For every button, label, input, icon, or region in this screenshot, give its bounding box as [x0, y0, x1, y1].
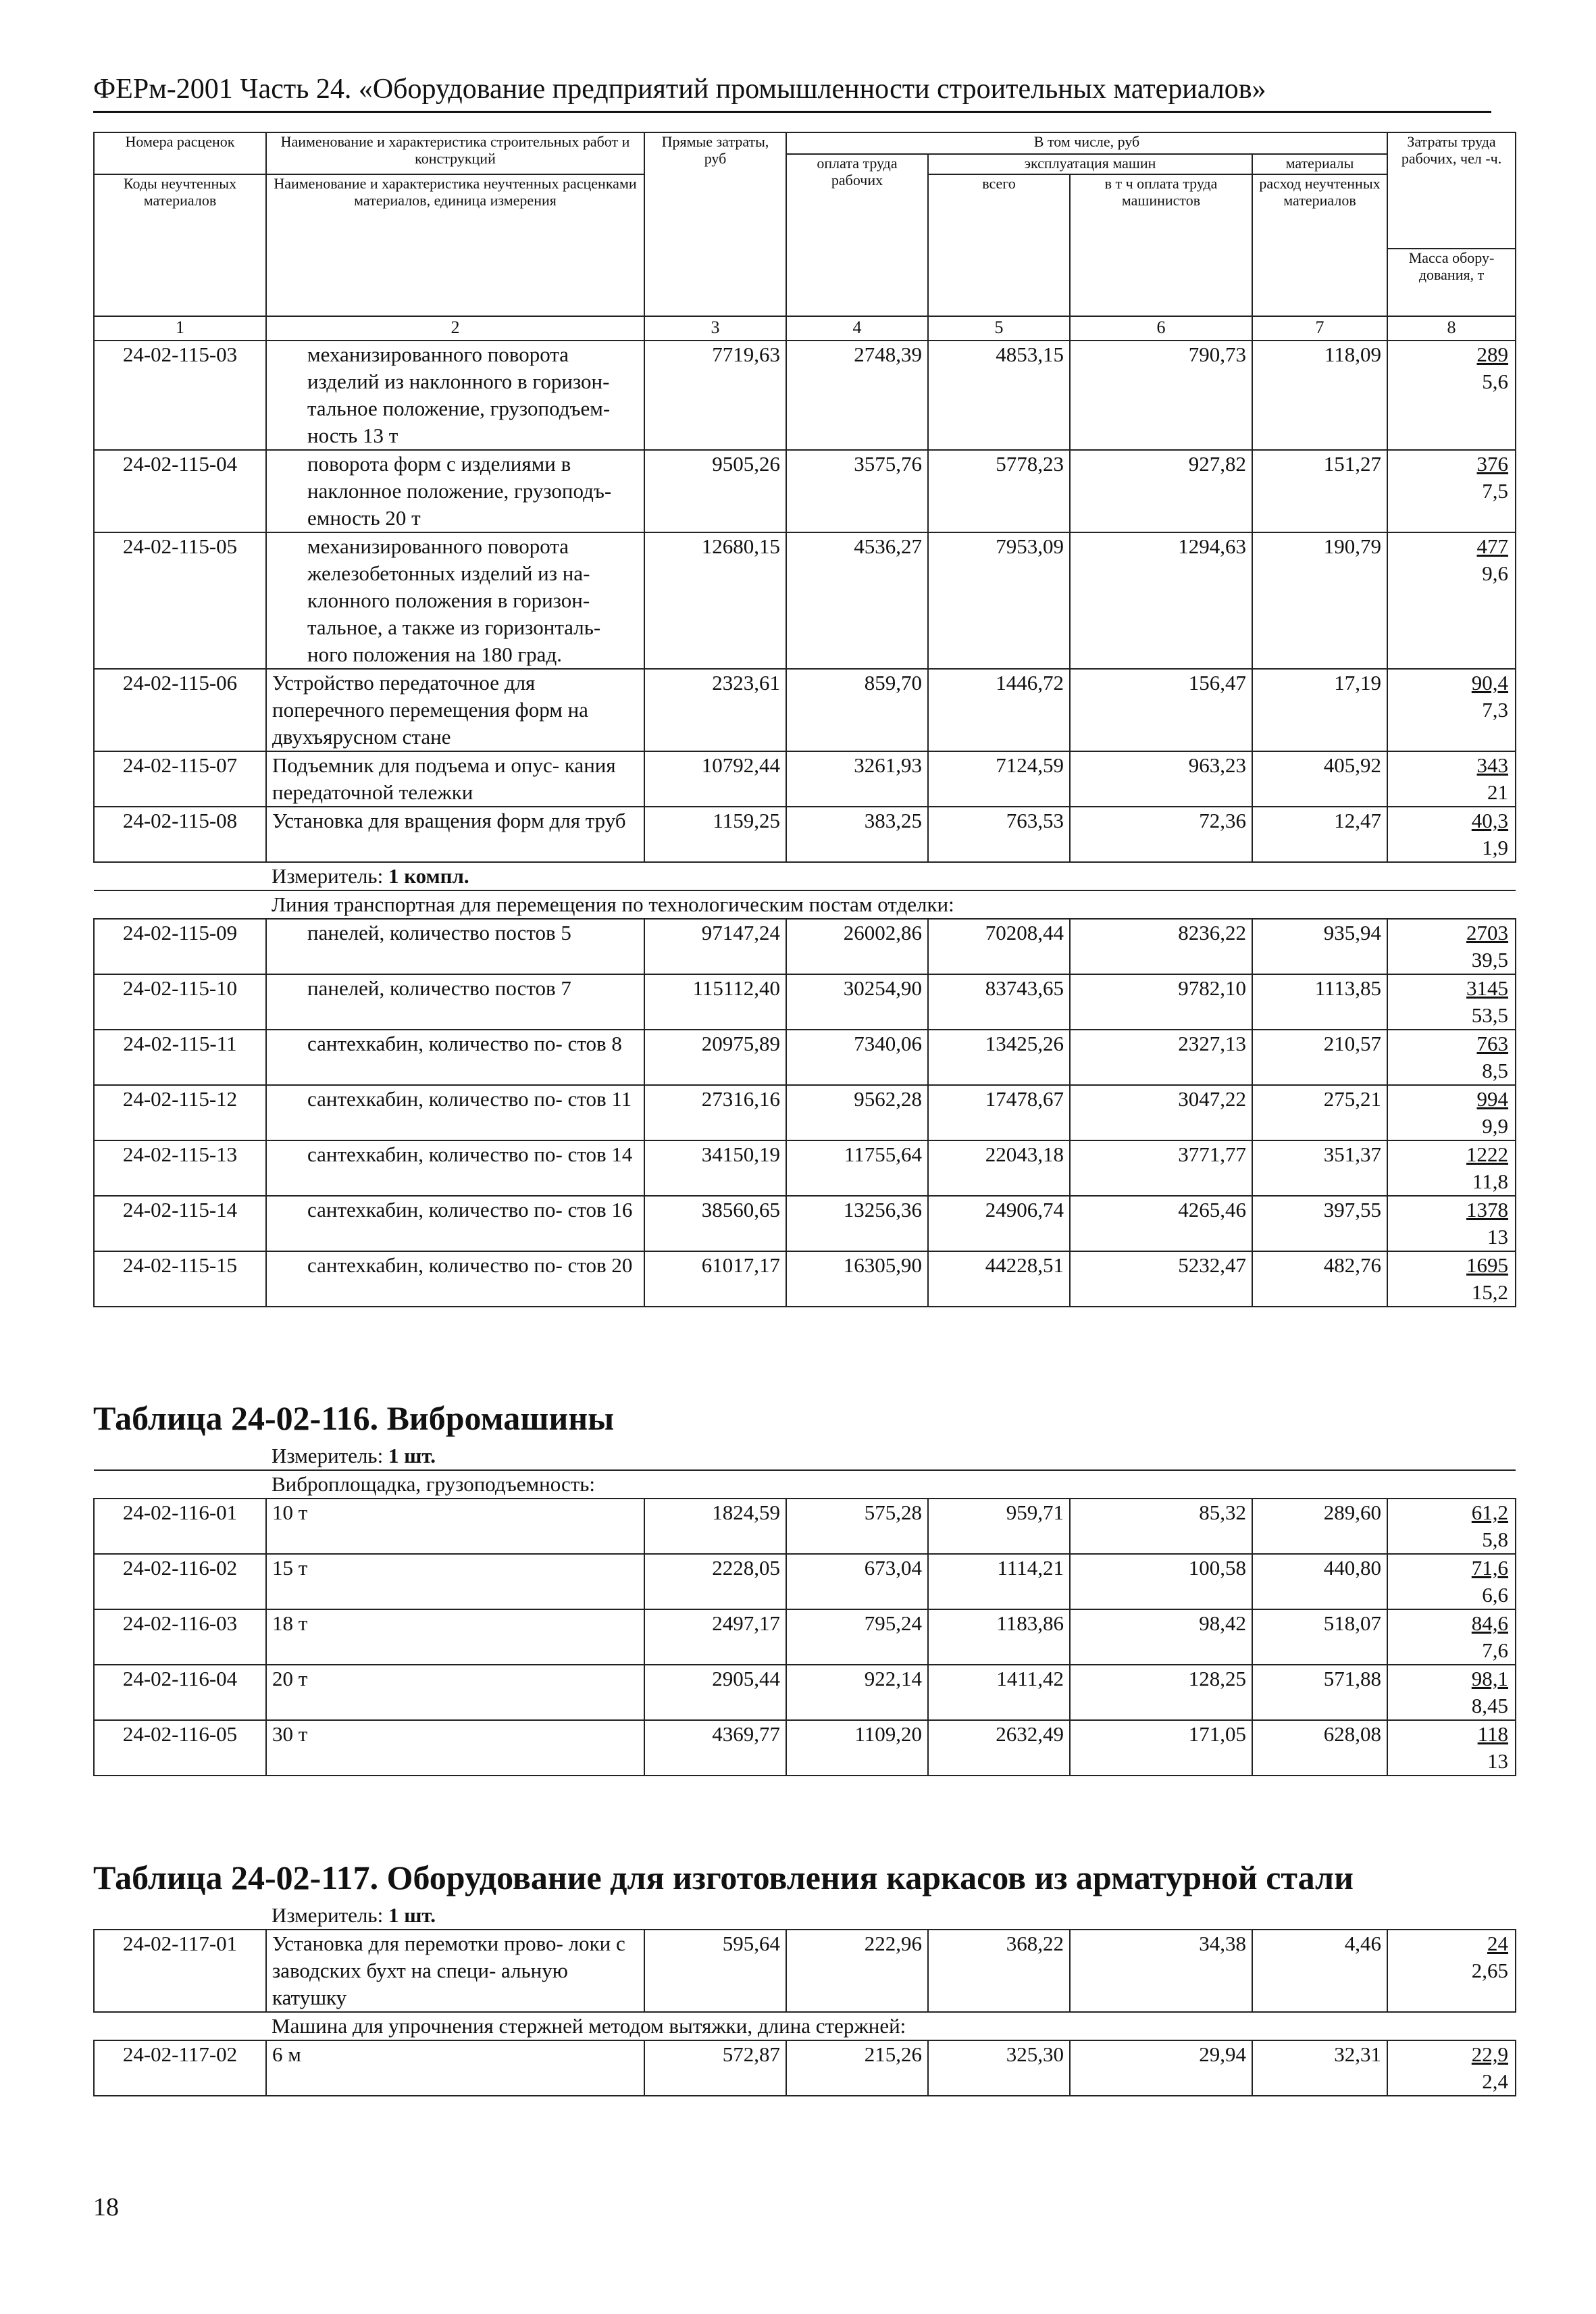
direct-cost: 572,87: [644, 2040, 786, 2096]
table-title-117: Таблица 24-02-117. Оборудование для изготовления каркасов из арматурной стали: [93, 1859, 1354, 1896]
direct-cost: 1159,25: [644, 807, 786, 862]
labor-mass: [1387, 751, 1516, 807]
group-heading: Машина для упрочнения стержней методом вытяжки, длина стержней:: [266, 2012, 1516, 2040]
table-row: [94, 1554, 1516, 1609]
labor-pay: 215,26: [786, 2040, 928, 2096]
rate-name: 6 м: [266, 2040, 644, 2096]
equipment-mass: 8,5: [1482, 1059, 1509, 1082]
equipment-mass: 2,4: [1482, 2069, 1509, 2093]
machines-total: 2632,49: [928, 1720, 1070, 1776]
direct-cost: 27316,16: [644, 1085, 786, 1140]
machinist-pay: 98,42: [1070, 1609, 1252, 1665]
col-number: 3: [644, 316, 786, 341]
table-row: [94, 450, 1516, 532]
rate-code: 24-02-116-02: [94, 1554, 266, 1609]
labor-pay: 859,70: [786, 669, 928, 751]
group-heading: Виброплощадка, грузоподъемность:: [266, 1470, 1516, 1499]
measure-value: 1 компл.: [388, 864, 469, 888]
equipment-mass: 9,6: [1482, 561, 1509, 585]
labor-mass: [1387, 1609, 1516, 1665]
materials-cost: 405,92: [1252, 751, 1387, 807]
machines-total: 1446,72: [928, 669, 1070, 751]
note-spacer: [94, 1902, 266, 1930]
machines-total: 325,30: [928, 2040, 1070, 2096]
col-direct: Прямые затраты, руб: [644, 132, 786, 316]
labor-pay: 11755,64: [786, 1140, 928, 1196]
rate-name: механизированного поворота изделий из наклонного в горизон- тальное положение, грузоподъем- ность 13 т: [266, 341, 644, 450]
direct-cost: 61017,17: [644, 1251, 786, 1307]
machines-total: 4853,15: [928, 341, 1070, 450]
measure-unit: [266, 862, 1516, 890]
machinist-pay: 8236,22: [1070, 919, 1252, 974]
equipment-mass: 9,9: [1482, 1114, 1509, 1138]
machines-total: 763,53: [928, 807, 1070, 862]
col-machines: эксплуатация машин: [928, 154, 1252, 174]
materials-cost: 935,94: [1252, 919, 1387, 974]
materials-cost: 190,79: [1252, 532, 1387, 669]
col-labor-top: Затраты труда рабочих, чел -ч.: [1387, 132, 1516, 249]
labor-mass: [1387, 1720, 1516, 1776]
labor-mass: [1387, 1085, 1516, 1140]
materials-cost: 118,09: [1252, 341, 1387, 450]
labor-hours: 61,2: [1471, 1501, 1509, 1524]
labor-mass: [1387, 1251, 1516, 1307]
col-including: В том числе, руб: [786, 132, 1387, 154]
col-name-bottom: Наименование и характеристика неучтенных расценками материалов, единица измерения: [266, 174, 644, 316]
rate-name: 15 т: [266, 1554, 644, 1609]
col-materials: материалы: [1252, 154, 1387, 174]
rate-name: 20 т: [266, 1665, 644, 1720]
labor-pay: 383,25: [786, 807, 928, 862]
col-number: 2: [266, 316, 644, 341]
materials-cost: 518,07: [1252, 1609, 1387, 1665]
materials-cost: 1113,85: [1252, 974, 1387, 1030]
labor-hours: 3145: [1466, 976, 1509, 1000]
equipment-mass: 15,2: [1471, 1280, 1509, 1304]
equipment-mass: 6,6: [1482, 1583, 1509, 1607]
col-code-bottom: Коды неучтенных материалов: [94, 174, 266, 316]
equipment-mass: 53,5: [1471, 1003, 1509, 1027]
rate-code: 24-02-116-04: [94, 1665, 266, 1720]
machinist-pay: 3771,77: [1070, 1140, 1252, 1196]
direct-cost: 7719,63: [644, 341, 786, 450]
table-row: [94, 807, 1516, 862]
direct-cost: 38560,65: [644, 1196, 786, 1251]
machinist-pay: 963,23: [1070, 751, 1252, 807]
labor-pay: 9562,28: [786, 1085, 928, 1140]
labor-pay: 1109,20: [786, 1720, 928, 1776]
equipment-mass: 11,8: [1472, 1169, 1509, 1193]
labor-pay: 3575,76: [786, 450, 928, 532]
rate-code: 24-02-115-12: [94, 1085, 266, 1140]
labor-mass: [1387, 1554, 1516, 1609]
rate-code: 24-02-115-09: [94, 919, 266, 974]
labor-hours: 994: [1476, 1087, 1509, 1111]
machinist-pay: 9782,10: [1070, 974, 1252, 1030]
rate-code: 24-02-115-08: [94, 807, 266, 862]
rate-code: 24-02-115-15: [94, 1251, 266, 1307]
labor-mass: [1387, 1196, 1516, 1251]
machines-total: 7953,09: [928, 532, 1070, 669]
frames-table: [93, 1902, 1516, 2096]
note-spacer: [94, 1442, 266, 1470]
rate-name: 10 т: [266, 1499, 644, 1554]
direct-cost: 2497,17: [644, 1609, 786, 1665]
rate-code: 24-02-115-04: [94, 450, 266, 532]
group-spacer: [94, 1470, 266, 1499]
table-row: [94, 1140, 1516, 1196]
materials-cost: 397,55: [1252, 1196, 1387, 1251]
col-materials-sub: расход неучтенных материалов: [1252, 174, 1387, 316]
equipment-mass: 1,9: [1482, 836, 1509, 859]
measure-label: Измеритель:: [272, 1444, 388, 1467]
table-row: [94, 919, 1516, 974]
machines-total: 70208,44: [928, 919, 1070, 974]
materials-cost: 440,80: [1252, 1554, 1387, 1609]
rate-name: сантехкабин, количество по- стов 20: [266, 1251, 644, 1307]
table-row: [94, 1665, 1516, 1720]
header-rule: [93, 111, 1491, 113]
rate-name: 30 т: [266, 1720, 644, 1776]
labor-hours: 2703: [1466, 921, 1509, 945]
rate-code: 24-02-115-03: [94, 341, 266, 450]
labor-pay: 30254,90: [786, 974, 928, 1030]
direct-cost: 34150,19: [644, 1140, 786, 1196]
table-row: [94, 1085, 1516, 1140]
machines-total: 44228,51: [928, 1251, 1070, 1307]
labor-hours: 1378: [1466, 1198, 1509, 1222]
rate-code: 24-02-117-02: [94, 2040, 266, 2096]
rate-code: 24-02-115-10: [94, 974, 266, 1030]
rate-name: панелей, количество постов 5: [266, 919, 644, 974]
direct-cost: 2905,44: [644, 1665, 786, 1720]
table-row: [94, 669, 1516, 751]
rate-name: Установка для вращения форм для труб: [266, 807, 644, 862]
labor-hours: 24: [1487, 1932, 1509, 1955]
equipment-mass: 13: [1487, 1225, 1509, 1249]
direct-cost: 1824,59: [644, 1499, 786, 1554]
labor-mass: [1387, 919, 1516, 974]
materials-cost: 151,27: [1252, 450, 1387, 532]
machinist-pay: 128,25: [1070, 1665, 1252, 1720]
materials-cost: 351,37: [1252, 1140, 1387, 1196]
rate-code: 24-02-115-06: [94, 669, 266, 751]
equipment-mass: 7,5: [1482, 479, 1509, 503]
group-spacer: [94, 2012, 266, 2040]
labor-pay: 13256,36: [786, 1196, 928, 1251]
vibromachines-table: [93, 1442, 1516, 1776]
rate-code: 24-02-115-11: [94, 1030, 266, 1085]
labor-pay: 7340,06: [786, 1030, 928, 1085]
rate-name: сантехкабин, количество по- стов 8: [266, 1030, 644, 1085]
labor-hours: 90,4: [1471, 671, 1509, 695]
rate-name: панелей, количество постов 7: [266, 974, 644, 1030]
machinist-pay: 29,94: [1070, 2040, 1252, 2096]
equipment-mass: 7,3: [1482, 698, 1509, 722]
table-row: [94, 1030, 1516, 1085]
direct-cost: 20975,89: [644, 1030, 786, 1085]
table-row: [94, 1609, 1516, 1665]
labor-hours: 40,3: [1471, 809, 1509, 832]
col-number: 4: [786, 316, 928, 341]
labor-pay: 16305,90: [786, 1251, 928, 1307]
materials-cost: 12,47: [1252, 807, 1387, 862]
labor-pay: 26002,86: [786, 919, 928, 974]
rate-code: 24-02-116-01: [94, 1499, 266, 1554]
machinist-pay: 3047,22: [1070, 1085, 1252, 1140]
machinist-pay: 100,58: [1070, 1554, 1252, 1609]
col-code-top: Номера расценок: [94, 132, 266, 174]
labor-pay: 3261,93: [786, 751, 928, 807]
table-row: [94, 1930, 1516, 2012]
table-row: [94, 2040, 1516, 2096]
labor-hours: 84,6: [1471, 1611, 1509, 1635]
direct-cost: 2228,05: [644, 1554, 786, 1609]
equipment-mass: 21: [1487, 780, 1509, 804]
machinist-pay: 5232,47: [1070, 1251, 1252, 1307]
machinist-pay: 4265,46: [1070, 1196, 1252, 1251]
labor-hours: 376: [1476, 452, 1509, 476]
labor-hours: 1222: [1466, 1142, 1509, 1166]
table-row: [94, 1196, 1516, 1251]
col-machines-total: всего: [928, 174, 1070, 316]
labor-hours: 1695: [1466, 1253, 1509, 1277]
rate-code: 24-02-116-03: [94, 1609, 266, 1665]
col-number: 8: [1387, 316, 1516, 341]
direct-cost: 97147,24: [644, 919, 786, 974]
col-number: 1: [94, 316, 266, 341]
labor-pay: 222,96: [786, 1930, 928, 2012]
labor-mass: [1387, 1665, 1516, 1720]
measure-label: Измеритель:: [272, 1903, 388, 1927]
materials-cost: 571,88: [1252, 1665, 1387, 1720]
machines-total: 1411,42: [928, 1665, 1070, 1720]
direct-cost: 115112,40: [644, 974, 786, 1030]
rate-name: сантехкабин, количество по- стов 11: [266, 1085, 644, 1140]
col-number: 6: [1070, 316, 1252, 341]
labor-mass: [1387, 1499, 1516, 1554]
machinist-pay: 2327,13: [1070, 1030, 1252, 1085]
machinist-pay: 790,73: [1070, 341, 1252, 450]
materials-cost: 482,76: [1252, 1251, 1387, 1307]
labor-hours: 118: [1477, 1722, 1509, 1746]
rate-name: Устройство передаточное для поперечного перемещения форм на двухъярусном стане: [266, 669, 644, 751]
labor-mass: [1387, 450, 1516, 532]
col-number: 5: [928, 316, 1070, 341]
machines-total: 959,71: [928, 1499, 1070, 1554]
labor-pay: 2748,39: [786, 341, 928, 450]
rate-name: Установка для перемотки прово- локи с заводских бухт на специ- альную катушку: [266, 1930, 644, 2012]
table-title-116: Таблица 24-02-116. Вибромашины: [93, 1399, 615, 1437]
equipment-mass: 13: [1487, 1749, 1509, 1773]
rate-code: 24-02-115-07: [94, 751, 266, 807]
machinist-pay: 34,38: [1070, 1930, 1252, 2012]
machinist-pay: 85,32: [1070, 1499, 1252, 1554]
labor-pay: 922,14: [786, 1665, 928, 1720]
page-header: ФЕРм-2001 Часть 24. «Оборудование предприятий промышленности строительных материалов»: [93, 74, 1266, 105]
rate-code: 24-02-115-05: [94, 532, 266, 669]
equipment-mass: 8,45: [1471, 1694, 1509, 1717]
measure-value: 1 шт.: [388, 1444, 436, 1467]
machines-total: 368,22: [928, 1930, 1070, 2012]
machinist-pay: 171,05: [1070, 1720, 1252, 1776]
rate-name: механизированного поворота железобетонных изделий из на- клонного положения в горизон- тальное, а также из горизонталь- ного положения на 180 град.: [266, 532, 644, 669]
labor-mass: [1387, 1930, 1516, 2012]
equipment-mass: 7,6: [1482, 1638, 1509, 1662]
rates-table: [93, 132, 1516, 1307]
equipment-mass: 2,65: [1471, 1959, 1509, 1982]
table-row: [94, 532, 1516, 669]
labor-pay: 673,04: [786, 1554, 928, 1609]
rate-code: 24-02-115-14: [94, 1196, 266, 1251]
machines-total: 1183,86: [928, 1609, 1070, 1665]
labor-hours: 98,1: [1471, 1667, 1509, 1690]
table-row: [94, 974, 1516, 1030]
rate-name: Подъемник для подъема и опус- кания передаточной тележки: [266, 751, 644, 807]
machines-total: 24906,74: [928, 1196, 1070, 1251]
machinist-pay: 72,36: [1070, 807, 1252, 862]
machines-total: 17478,67: [928, 1085, 1070, 1140]
labor-hours: 477: [1476, 534, 1509, 558]
table-row: [94, 1720, 1516, 1776]
measure-unit: [266, 1902, 1516, 1930]
machinist-pay: 156,47: [1070, 669, 1252, 751]
materials-cost: 275,21: [1252, 1085, 1387, 1140]
measure-unit: [266, 1442, 1516, 1470]
direct-cost: 12680,15: [644, 532, 786, 669]
labor-hours: 22,9: [1471, 2042, 1509, 2066]
direct-cost: 2323,61: [644, 669, 786, 751]
rate-name: сантехкабин, количество по- стов 16: [266, 1196, 644, 1251]
labor-mass: [1387, 532, 1516, 669]
col-machinist-pay: в т ч оплата труда машинистов: [1070, 174, 1252, 316]
rate-code: 24-02-116-05: [94, 1720, 266, 1776]
table-row: [94, 1251, 1516, 1307]
direct-cost: 9505,26: [644, 450, 786, 532]
col-labor-pay: оплата труда рабочих: [786, 154, 928, 316]
machines-total: 1114,21: [928, 1554, 1070, 1609]
machinist-pay: 1294,63: [1070, 532, 1252, 669]
rate-code: 24-02-115-13: [94, 1140, 266, 1196]
labor-hours: 289: [1476, 343, 1509, 366]
labor-pay: 575,28: [786, 1499, 928, 1554]
table-row: [94, 1499, 1516, 1554]
machines-total: 5778,23: [928, 450, 1070, 532]
direct-cost: 595,64: [644, 1930, 786, 2012]
machines-total: 22043,18: [928, 1140, 1070, 1196]
labor-mass: [1387, 341, 1516, 450]
labor-hours: 763: [1476, 1032, 1509, 1055]
equipment-mass: 39,5: [1471, 948, 1509, 972]
materials-cost: 17,19: [1252, 669, 1387, 751]
labor-pay: 795,24: [786, 1609, 928, 1665]
measure-value: 1 шт.: [388, 1903, 436, 1927]
direct-cost: 10792,44: [644, 751, 786, 807]
note-spacer: [94, 862, 266, 890]
labor-mass: [1387, 1140, 1516, 1196]
labor-mass: [1387, 2040, 1516, 2096]
machines-total: 13425,26: [928, 1030, 1070, 1085]
materials-cost: 4,46: [1252, 1930, 1387, 2012]
labor-mass: [1387, 669, 1516, 751]
labor-hours: 71,6: [1471, 1556, 1509, 1580]
machines-total: 7124,59: [928, 751, 1070, 807]
rate-name: сантехкабин, количество по- стов 14: [266, 1140, 644, 1196]
labor-mass: [1387, 974, 1516, 1030]
page-number: 18: [93, 2193, 119, 2221]
materials-cost: 628,08: [1252, 1720, 1387, 1776]
materials-cost: 32,31: [1252, 2040, 1387, 2096]
labor-mass: [1387, 807, 1516, 862]
materials-cost: 289,60: [1252, 1499, 1387, 1554]
table-row: [94, 341, 1516, 450]
col-name-top: Наименование и характеристика строительных работ и конструкций: [266, 132, 644, 174]
group-spacer: [94, 890, 266, 919]
labor-hours: 343: [1476, 753, 1509, 777]
rate-name: 18 т: [266, 1609, 644, 1665]
rate-code: 24-02-117-01: [94, 1930, 266, 2012]
machines-total: 83743,65: [928, 974, 1070, 1030]
labor-mass: [1387, 1030, 1516, 1085]
table-row: [94, 751, 1516, 807]
direct-cost: 4369,77: [644, 1720, 786, 1776]
group-heading: Линия транспортная для перемещения по технологическим постам отделки:: [266, 890, 1516, 919]
measure-label: Измеритель:: [272, 864, 388, 888]
labor-pay: 4536,27: [786, 532, 928, 669]
machinist-pay: 927,82: [1070, 450, 1252, 532]
equipment-mass: 5,6: [1482, 370, 1509, 393]
col-labor-bottom: Масса обору- дования, т: [1387, 249, 1516, 316]
col-number: 7: [1252, 316, 1387, 341]
rate-name: поворота форм с изделиями в наклонное положение, грузоподъ- емность 20 т: [266, 450, 644, 532]
materials-cost: 210,57: [1252, 1030, 1387, 1085]
equipment-mass: 5,8: [1482, 1528, 1509, 1551]
